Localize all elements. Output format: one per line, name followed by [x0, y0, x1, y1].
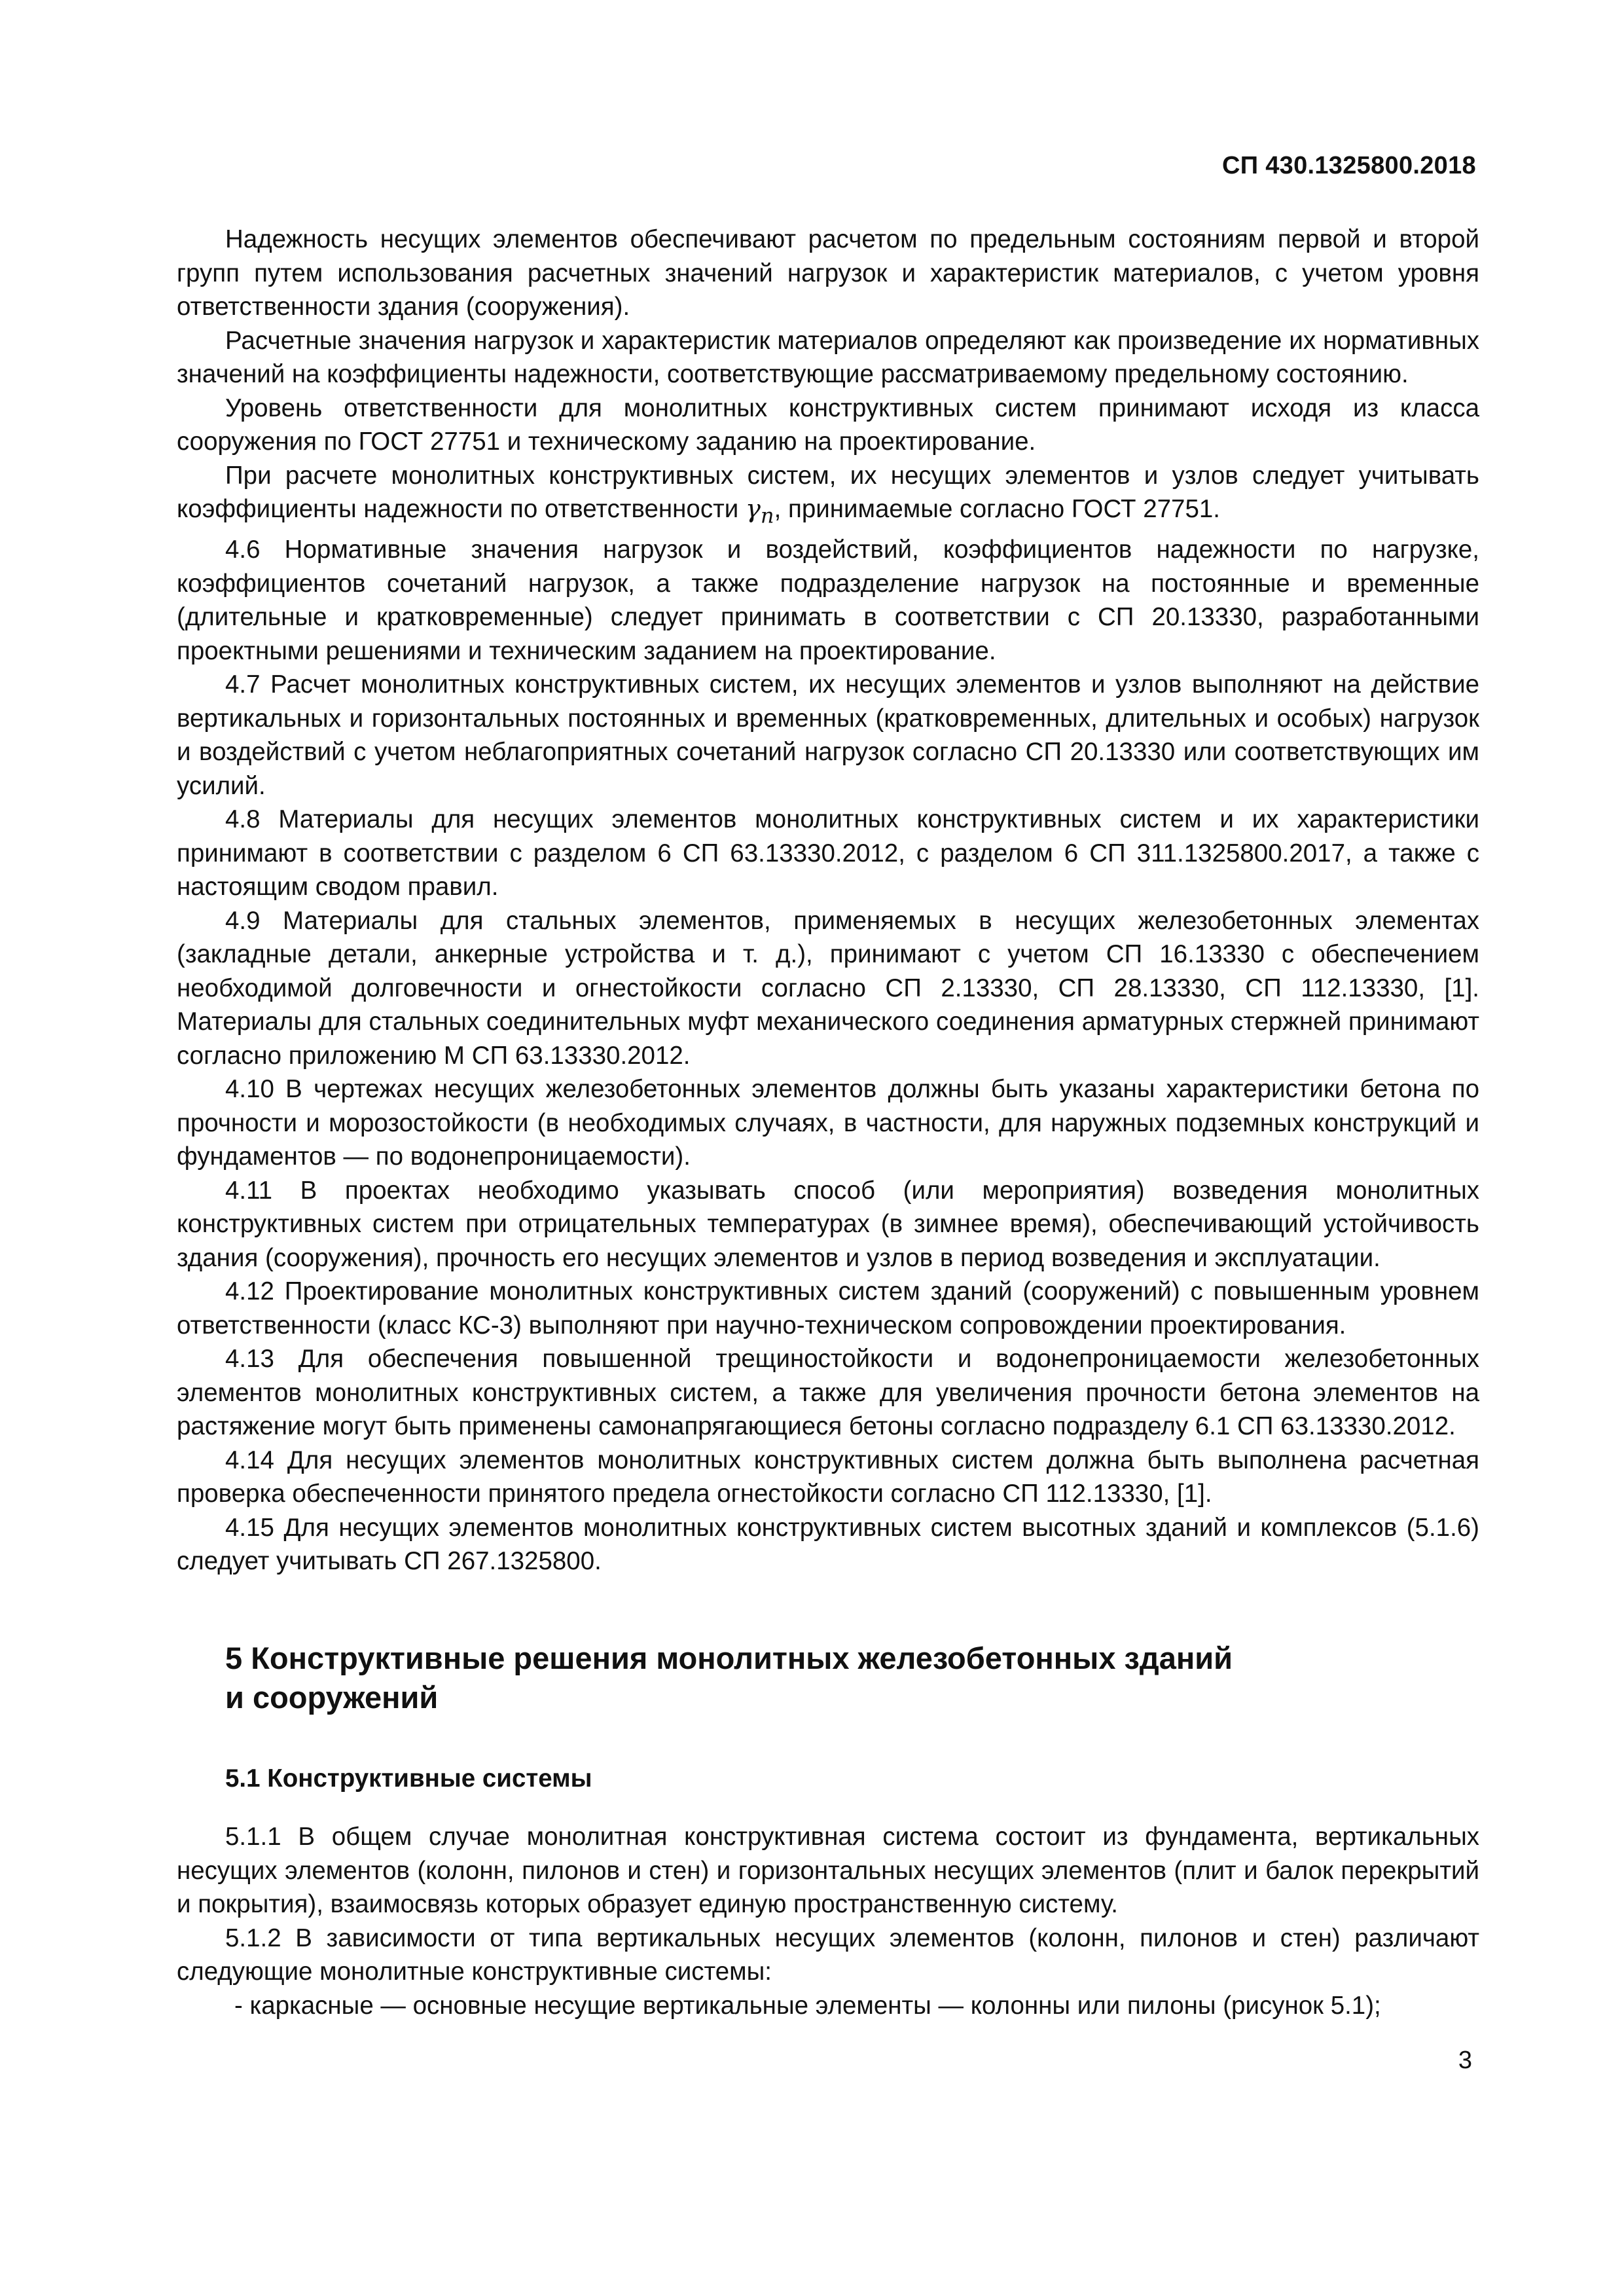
paragraph: 4.7 Расчет монолитных конструктивных систем, их несущих элементов и узлов выполняют на действие вертикальных и горизонтальных постоянных и временных (кратковременных, длительных и особых) нагрузок и воздействий с учетом неблагоприятных сочетаний нагрузок согласно СП 20.13330 или соответствующих им усилий.	[177, 670, 1479, 800]
section-title-line: и сооружений	[225, 1679, 439, 1715]
paragraph: 4.14 Для несущих элементов монолитных конструктивных систем должна быть выполнена расчетная проверка обеспеченности принятого предела огнестойкости согласно СП 112.13330, [1].	[177, 1446, 1479, 1508]
gamma-subscript: n	[760, 503, 774, 528]
paragraph-gamma	[177, 459, 1479, 534]
paragraph: 4.15 Для несущих элементов монолитных конструктивных систем высотных зданий и комплексов (5.1.6) следует учитывать СП 267.1325800.	[177, 1513, 1479, 1576]
section-title-line: 5 Конструктивные решения монолитных железобетонных зданий	[225, 1640, 1233, 1675]
paragraph: Надежность несущих элементов обеспечивают расчетом по предельным состояниям первой и второй групп путем использования расчетных значений нагрузок и характеристик материалов, с учетом уровня ответственности здания (сооружения).	[177, 225, 1479, 321]
paragraph-text: , принимаемые согласно ГОСТ 27751.	[774, 495, 1220, 523]
list-item: - каркасные — основные несущие вертикальные элементы — колонны или пилоны (рисунок 5.1);	[234, 1991, 1381, 2020]
paragraph: 5.1.2 В зависимости от типа вертикальных несущих элементов (колонн, пилонов и стен) различают следующие монолитные конструктивные системы:	[177, 1923, 1479, 1986]
section-title	[225, 1639, 1479, 1717]
paragraph: 4.11 В проектах необходимо указывать способ (или мероприятия) возведения монолитных конструктивных систем при отрицательных температурах (в зимнее время), обеспечивающий устойчивость здания (сооружения), прочность его несущих элементов и узлов в период возведения и эксплуатации.	[177, 1176, 1479, 1272]
gamma-symbol: γ	[745, 494, 761, 524]
paragraph: 5.1.1 В общем случае монолитная конструктивная система состоит из фундамента, вертикальных несущих элементов (колонн, пилонов и стен) и горизонтальных несущих элементов (плит и балок перекрытий и покрытия), взаимосвязь которых образует единую пространственную систему.	[177, 1823, 1479, 1919]
paragraph: 4.10 В чертежах несущих железобетонных элементов должны быть указаны характеристики бетона по прочности и морозостойкости (в необходимых случаях, в частности, для наружных подземных конструкций и фундаментов — по водонепроницаемости).	[177, 1075, 1479, 1171]
paragraph-text: При расчете монолитных конструктивных систем, их несущих элементов и узлов следует учитывать коэффициенты надежности по ответственности	[177, 461, 1479, 523]
paragraph: 4.9 Материалы для стальных элементов, применяемых в несущих железобетонных элементах (закладные детали, анкерные устройства и т. д.), принимают с учетом СП 16.13330 с обеспечением необходимой долговечности и огнестойкости согласно СП 2.13330, СП 28.13330, СП 112.13330, [1]. Материалы для стальных соединительных муфт механического соединения арматурных стержней принимают согласно приложению М СП 63.13330.2012.	[177, 906, 1479, 1070]
paragraph: Уровень ответственности для монолитных конструктивных систем принимают исходя из класса сооружения по ГОСТ 27751 и техническому заданию на проектирование.	[177, 393, 1479, 456]
paragraph: 4.13 Для обеспечения повышенной трещиностойкости и водонепроницаемости железобетонных элементов монолитных конструктивных систем, а также для увеличения прочности бетона элементов на растяжение могут быть применены самонапрягающиеся бетоны согласно подразделу 6.1 СП 63.13330.2012.	[177, 1345, 1479, 1441]
page-number: 3	[1458, 2047, 1472, 2074]
paragraph: Расчетные значения нагрузок и характеристик материалов определяют как произведение их нормативных значений на коэффициенты надежности, соответствующие рассматриваемому предельному состоянию.	[177, 326, 1479, 388]
body-text	[177, 223, 1479, 2022]
paragraph: 4.8 Материалы для несущих элементов монолитных конструктивных систем и их характеристики принимают в соответствии с разделом 6 СП 63.13330.2012, с разделом 6 СП 311.1325800.2017, а также с настоящим сводом правил.	[177, 805, 1479, 902]
paragraph: 4.12 Проектирование монолитных конструктивных систем зданий (сооружений) с повышенным уровнем ответственности (класс КС-3) выполняют при научно-техническом сопровождении проектирования.	[177, 1277, 1479, 1339]
paragraph: 4.6 Нормативные значения нагрузок и воздействий, коэффициентов надежности по нагрузке, коэффициентов сочетаний нагрузок, а также подразделение нагрузок на постоянные и временные (длительные и кратковременные) следует принимать в соответствии с СП 20.13330, разработанными проектными решениями и техническим заданием на проектирование.	[177, 536, 1479, 665]
subsection-title: 5.1 Конструктивные системы	[225, 1764, 592, 1793]
document-code: СП 430.1325800.2018	[1221, 152, 1476, 179]
